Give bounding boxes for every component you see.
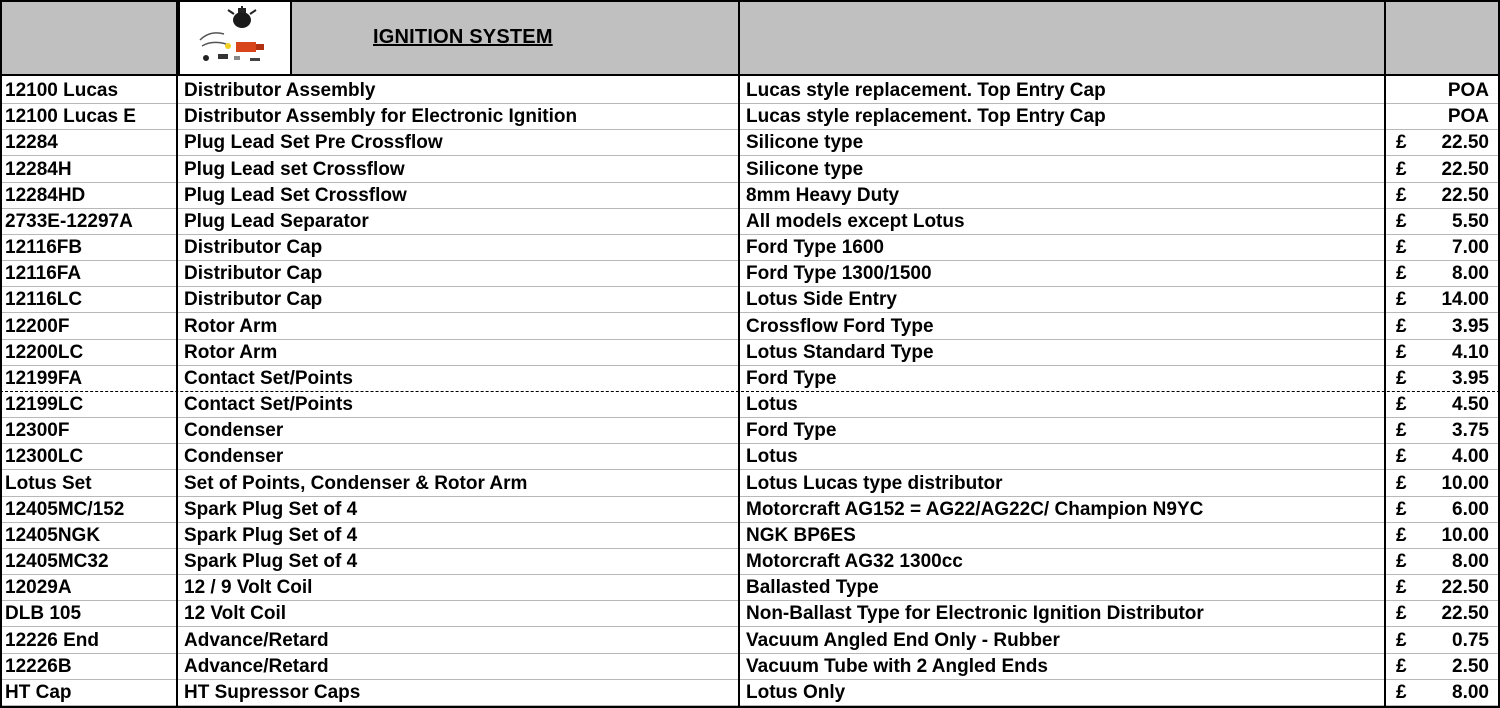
part-code: 12284H [5, 158, 72, 180]
part-code: 12029A [5, 577, 72, 599]
currency-symbol: £ [1396, 132, 1407, 154]
part-price: 2.50 [1452, 655, 1489, 677]
part-description: Plug Lead Separator [184, 210, 369, 232]
part-description: Spark Plug Set of 4 [184, 524, 358, 546]
part-description: Advance/Retard [184, 655, 329, 677]
part-description: Distributor Assembly for Electronic Ignition [184, 106, 578, 128]
table-row [0, 287, 1500, 313]
part-price: 0.75 [1452, 629, 1489, 651]
part-code: 12284HD [5, 184, 86, 206]
currency-symbol: £ [1396, 681, 1407, 703]
part-description: 12 / 9 Volt Coil [184, 577, 313, 599]
part-notes: Vacuum Angled End Only - Rubber [746, 629, 1060, 651]
part-code: Lotus Set [5, 472, 92, 494]
part-notes: Lotus Standard Type [746, 341, 934, 363]
column-divider [176, 0, 178, 708]
part-price: 22.50 [1441, 184, 1489, 206]
part-notes: NGK BP6ES [746, 524, 856, 546]
column-divider [738, 0, 740, 708]
part-code: 12405MC32 [5, 551, 109, 573]
part-notes: Ford Type [746, 420, 837, 442]
part-notes: All models except Lotus [746, 210, 965, 232]
table-row [0, 471, 1500, 497]
column-divider [1384, 0, 1386, 708]
part-price: 22.50 [1441, 158, 1489, 180]
part-notes: Lotus [746, 446, 798, 468]
section-title: IGNITION SYSTEM [373, 26, 553, 48]
part-code: 12100 Lucas [5, 80, 119, 101]
part-description: Distributor Cap [184, 237, 323, 259]
part-code: 12200F [5, 315, 70, 337]
table-row [0, 680, 1500, 706]
part-code: 12284 [5, 132, 58, 154]
table-row [0, 157, 1500, 183]
part-price: POA [1447, 80, 1489, 101]
currency-symbol: £ [1396, 551, 1407, 573]
table-row [0, 523, 1500, 549]
part-notes: Lotus Side Entry [746, 289, 897, 311]
table-row [0, 628, 1500, 654]
part-description: Rotor Arm [184, 315, 278, 337]
part-code: 12100 Lucas E [5, 106, 136, 128]
part-price: 10.00 [1441, 524, 1489, 546]
currency-symbol: £ [1396, 577, 1407, 599]
currency-symbol: £ [1396, 289, 1407, 311]
part-code: 12199FA [5, 367, 83, 389]
table-row [0, 235, 1500, 261]
table-row [0, 444, 1500, 470]
part-code: 12200LC [5, 341, 84, 363]
table-row [0, 601, 1500, 627]
currency-symbol: £ [1396, 158, 1407, 180]
part-price: 4.50 [1452, 394, 1489, 416]
table-row [0, 261, 1500, 287]
table-row [0, 654, 1500, 680]
part-price: 7.00 [1452, 237, 1489, 259]
part-description: Condenser [184, 446, 284, 468]
part-description: Contact Set/Points [184, 367, 353, 389]
part-description: Plug Lead Set Pre Crossflow [184, 132, 443, 154]
part-price: 3.95 [1452, 315, 1489, 337]
part-notes: Crossflow Ford Type [746, 315, 934, 337]
part-code: 12199LC [5, 394, 84, 416]
part-price: 6.00 [1452, 498, 1489, 520]
part-description: 12 Volt Coil [184, 603, 287, 625]
currency-symbol: £ [1396, 394, 1407, 416]
part-price: 22.50 [1441, 132, 1489, 154]
part-description: Spark Plug Set of 4 [184, 498, 358, 520]
part-description: Distributor Assembly [184, 80, 376, 101]
part-description: Advance/Retard [184, 629, 329, 651]
currency-symbol: £ [1396, 263, 1407, 285]
currency-symbol: £ [1396, 367, 1407, 389]
currency-symbol: £ [1396, 210, 1407, 232]
part-notes: Non-Ballast Type for Electronic Ignition Distributor [746, 603, 1204, 625]
part-notes: Motorcraft AG152 = AG22/AG22C/ Champion N9YC [746, 498, 1204, 520]
part-code: 12226 End [5, 629, 99, 651]
part-price: 4.00 [1452, 446, 1489, 468]
part-notes: Ballasted Type [746, 577, 879, 599]
part-description: Plug Lead set Crossflow [184, 158, 405, 180]
part-price: 4.10 [1452, 341, 1489, 363]
part-code: DLB 105 [5, 603, 82, 625]
table-row [0, 314, 1500, 340]
part-description: Spark Plug Set of 4 [184, 551, 358, 573]
currency-symbol: £ [1396, 237, 1407, 259]
part-price: 8.00 [1452, 551, 1489, 573]
part-description: Contact Set/Points [184, 394, 353, 416]
table-row [0, 340, 1500, 366]
part-notes: Lucas style replacement. Top Entry Cap [746, 80, 1106, 101]
currency-symbol: £ [1396, 498, 1407, 520]
part-notes: Vacuum Tube with 2 Angled Ends [746, 655, 1048, 677]
table-row [0, 366, 1500, 392]
part-price: 10.00 [1441, 472, 1489, 494]
part-notes: Ford Type [746, 367, 837, 389]
part-notes: Ford Type 1600 [746, 237, 884, 259]
currency-symbol: £ [1396, 184, 1407, 206]
part-price: 3.95 [1452, 367, 1489, 389]
part-code: HT Cap [5, 681, 72, 703]
part-code: 12300LC [5, 446, 84, 468]
currency-symbol: £ [1396, 603, 1407, 625]
table-row [0, 209, 1500, 235]
distributor-parts-icon [180, 0, 290, 74]
part-price: 8.00 [1452, 263, 1489, 285]
part-description: Rotor Arm [184, 341, 278, 363]
part-description: Set of Points, Condenser & Rotor Arm [184, 472, 528, 494]
part-description: Distributor Cap [184, 263, 323, 285]
table-row [0, 497, 1500, 523]
distributor-product-image [178, 0, 292, 76]
part-price: 22.50 [1441, 577, 1489, 599]
currency-symbol: £ [1396, 472, 1407, 494]
currency-symbol: £ [1396, 629, 1407, 651]
part-price: 8.00 [1452, 681, 1489, 703]
part-notes: 8mm Heavy Duty [746, 184, 900, 206]
part-code: 12405NGK [5, 524, 101, 546]
currency-symbol: £ [1396, 341, 1407, 363]
part-price: 22.50 [1441, 603, 1489, 625]
part-price: 5.50 [1452, 210, 1489, 232]
part-code: 12405MC/152 [5, 498, 125, 520]
part-description: HT Supressor Caps [184, 681, 361, 703]
table-row [0, 418, 1500, 444]
part-notes: Lotus Only [746, 681, 846, 703]
part-price: 14.00 [1441, 289, 1489, 311]
part-notes: Ford Type 1300/1500 [746, 263, 932, 285]
part-notes: Motorcraft AG32 1300cc [746, 551, 963, 573]
part-notes: Silicone type [746, 132, 864, 154]
part-code: 12116LC [5, 289, 83, 311]
currency-symbol: £ [1396, 315, 1407, 337]
table-row [0, 183, 1500, 209]
table-row [0, 130, 1500, 156]
table-row [0, 549, 1500, 575]
table-row [0, 575, 1500, 601]
currency-symbol: £ [1396, 655, 1407, 677]
table-row [0, 392, 1500, 418]
part-notes: Lotus Lucas type distributor [746, 472, 1003, 494]
part-code: 12300F [5, 420, 70, 442]
part-code: 2733E-12297A [5, 210, 133, 232]
part-notes: Lucas style replacement. Top Entry Cap [746, 106, 1106, 128]
part-code: 12226B [5, 655, 72, 677]
part-description: Distributor Cap [184, 289, 323, 311]
part-notes: Silicone type [746, 158, 864, 180]
currency-symbol: £ [1396, 420, 1407, 442]
table-row [0, 104, 1500, 130]
part-price: 3.75 [1452, 420, 1489, 442]
table-row [0, 78, 1500, 104]
part-description: Condenser [184, 420, 284, 442]
part-description: Plug Lead Set Crossflow [184, 184, 407, 206]
part-code: 12116FA [5, 263, 82, 285]
currency-symbol: £ [1396, 524, 1407, 546]
part-notes: Lotus [746, 394, 798, 416]
part-price: POA [1447, 106, 1489, 128]
currency-symbol: £ [1396, 446, 1407, 468]
part-code: 12116FB [5, 237, 83, 259]
